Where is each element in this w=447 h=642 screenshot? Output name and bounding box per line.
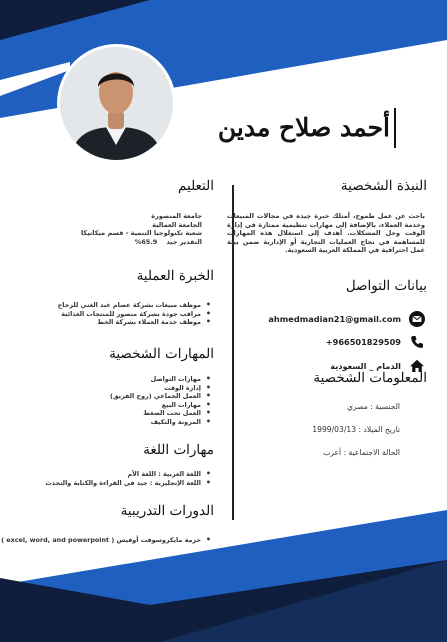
nationality: الجنسية : مصري (347, 402, 400, 411)
education-college: الجامعة العمالية (152, 220, 202, 229)
contact-phone[interactable]: +966501829509 (325, 337, 401, 347)
languages-list (45, 470, 215, 487)
contact-heading: بيانات التواصل (345, 278, 427, 294)
list-item: • اللغة العربية : اللغة الأم (45, 470, 201, 479)
profile-photo (60, 47, 173, 160)
birth-date-label: تاريخ الميلاد : (358, 425, 400, 434)
profile-summary: باحث عن عمل طموح، أمتلك خبرة جيدة في مجالات المبيعات وخدمة العملاء، بالإضافة إلى مهارات تنظيمية ممتازة في إدارة الوقت وحل المشكلات. أهدف إلى استغلال هذه المهارات للمساهمة في نجاح العمليات التجارية أو الإدارية ضمن بيئة عمل احترافية في المملكة العربية السعودية. (227, 212, 425, 255)
list-item: • مراقب جودة بشركة منصور للمنتجات الغذائية (58, 310, 201, 319)
list-item: • العمل الجماعي (روح الفريق) (110, 392, 201, 401)
list-item: • مهارات التواصل (110, 375, 201, 384)
skills-list (110, 375, 215, 427)
courses-heading: الدورات التدريبية (120, 503, 214, 519)
education-grade: التقدير جيد (166, 237, 202, 246)
list-item: • موظف خدمة العملاء بشركة الخط (58, 318, 201, 327)
list-item: • موظف مبيعات بشركة عصام عبد الغني للزجاج (58, 301, 201, 310)
profile-heading: النبذة الشخصية (340, 178, 427, 194)
contact-email-row (245, 311, 425, 327)
languages-heading: مهارات اللغة (143, 442, 214, 458)
phone-icon (409, 334, 425, 350)
list-item: • حزمة مايكروسوفت أوفيس ( excel, word, and powerpoint ) (1, 536, 201, 545)
education-university: جامعة المنصورة (151, 212, 202, 220)
birth-date-value: 1999/03/13 (312, 425, 357, 434)
skills-heading: المهارات الشخصية (109, 346, 214, 362)
email-icon (409, 311, 425, 327)
list-item: • العمل تحت الضغط (110, 409, 201, 418)
experience-heading: الخبرة العملية (136, 268, 214, 284)
list-item: • اللغة الإنجليزية : جيد في القراءة والكتابة والتحدث (45, 479, 201, 488)
education-details (27, 212, 202, 246)
list-item: • مهارات البيع (110, 401, 201, 410)
courses-list (1, 536, 215, 545)
marital-status: الحالة الاجتماعية : أعزب (323, 448, 400, 457)
contact-email[interactable]: ahmedmadian21@gmail.com (268, 314, 401, 324)
person-avatar-icon (60, 47, 173, 160)
full-name: أحمد صلاح مدين (215, 108, 396, 148)
birth-date-row (312, 425, 400, 434)
contact-phone-row (245, 334, 425, 350)
contact-address: الدمام _ السعودية (330, 361, 401, 371)
experience-list (58, 301, 215, 327)
list-item: • إدارة الوقت (110, 384, 201, 393)
list-item: • المرونة والتكيف (110, 418, 201, 427)
education-grade-row (27, 238, 202, 247)
personal-info-heading: المعلومات الشخصية (313, 370, 427, 386)
education-percentage: 65.9% (134, 237, 158, 246)
education-heading: التعليم (178, 178, 214, 194)
education-department: شعبة تكنولوجيا التنمية - قسم ميكانيكا (80, 229, 202, 238)
